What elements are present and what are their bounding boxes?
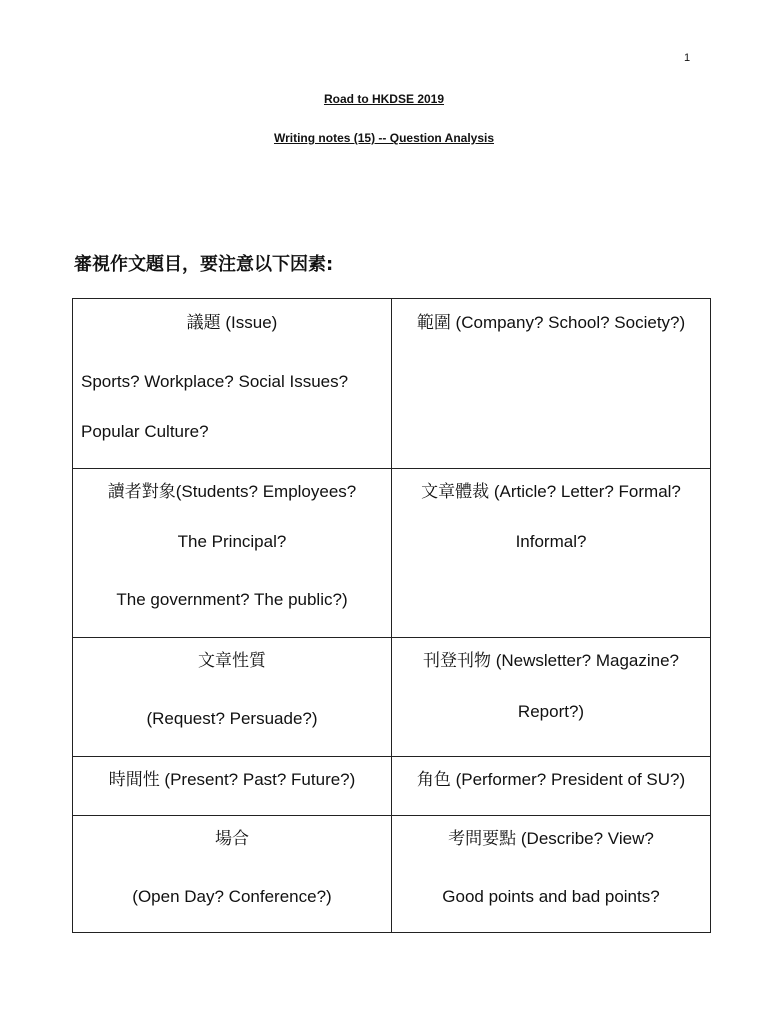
cell-line: The Principal? — [177, 532, 287, 551]
cell-line: (Request? Persuade?) — [146, 709, 318, 728]
cell-time — [73, 757, 392, 816]
document-title: Road to HKDSE 2019 — [323, 92, 445, 106]
cell-publication — [392, 638, 711, 757]
cell-nature — [73, 638, 392, 757]
cell-line: Popular Culture? — [81, 422, 209, 441]
factor-table — [72, 298, 711, 933]
cell-line: Good points and bad points? — [442, 887, 660, 906]
cell-line: Report?) — [517, 702, 585, 721]
cell-scope — [392, 299, 711, 469]
cell-line: 場合 — [215, 829, 249, 848]
cell-line: 讀者對象(Students? Employees? — [107, 482, 357, 501]
cell-line: 議題 (Issue) — [186, 313, 278, 332]
cell-role — [392, 757, 711, 816]
table-row — [73, 757, 711, 816]
cell-key-points — [392, 816, 711, 933]
cell-line: 刊登刊物 (Newsletter? Magazine? — [422, 651, 680, 670]
cell-line: 文章體裁 (Article? Letter? Formal? — [421, 482, 681, 501]
cell-audience — [73, 469, 392, 638]
cell-line: 考問要點 (Describe? View? — [448, 829, 654, 848]
table-row — [73, 816, 711, 933]
cell-line: 文章性質 — [198, 651, 266, 670]
section-heading: 審視作文題目，要注意以下因素: — [74, 254, 334, 275]
cell-line: The government? The public?) — [116, 590, 348, 609]
table-row — [73, 299, 711, 469]
table-row — [73, 469, 711, 638]
cell-occasion — [73, 816, 392, 933]
cell-line: (Open Day? Conference?) — [132, 887, 332, 906]
cell-line: Sports? Workplace? Social Issues? — [81, 372, 349, 391]
cell-issue — [73, 299, 392, 469]
cell-line: 時間性 (Present? Past? Future?) — [108, 770, 356, 789]
page-number: 1 — [684, 52, 691, 64]
table-row — [73, 638, 711, 757]
cell-line: Informal? — [515, 532, 587, 551]
cell-text-type — [392, 469, 711, 638]
cell-line: 範圍 (Company? School? Society?) — [416, 313, 686, 332]
cell-line: 角色 (Performer? President of SU?) — [416, 770, 686, 789]
document-subtitle: Writing notes (15) -- Question Analysis — [273, 131, 495, 145]
